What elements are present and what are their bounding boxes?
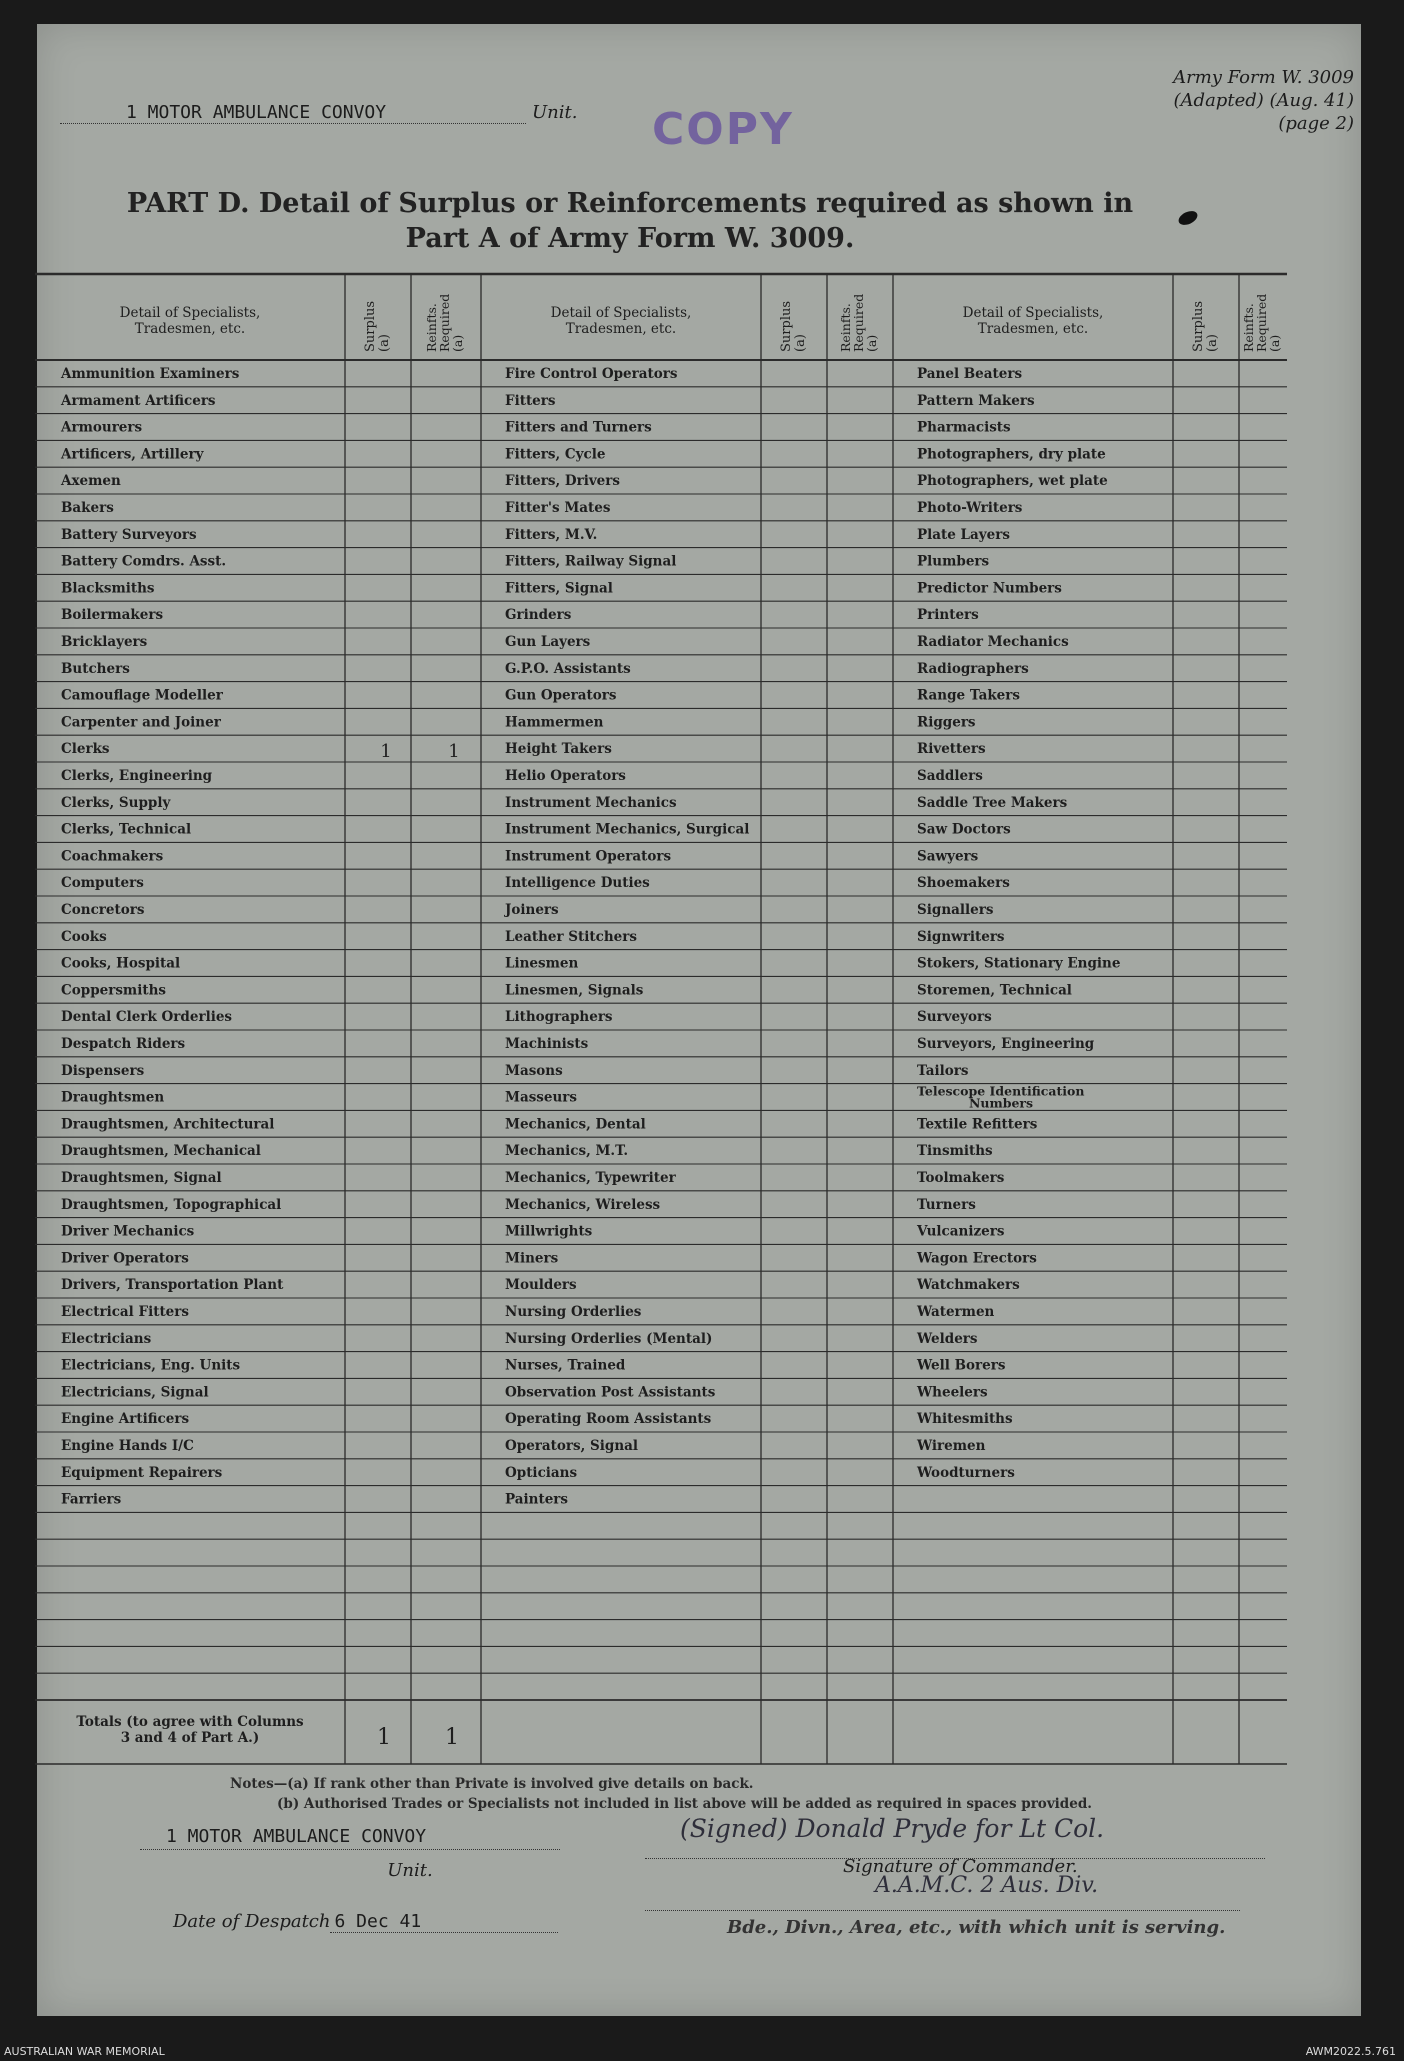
col-header-reinfts-line: Reinfts. <box>424 303 439 352</box>
list-item-label: Clerks, Supply <box>61 794 171 811</box>
col-header-reinfts-line: Required <box>437 293 452 352</box>
list-item-label: Watchmakers <box>917 1277 1020 1294</box>
list-item-label: Predictor Numbers <box>917 580 1062 597</box>
list-item-label: Intelligence Duties <box>505 875 650 892</box>
surplus-value: 1 <box>380 741 392 763</box>
list-item-label: Saddle Tree Makers <box>917 794 1068 811</box>
list-item-label: Clerks, Technical <box>61 821 192 838</box>
totals-reinfts-value: 1 <box>445 1725 459 1750</box>
list-item-label: Operators, Signal <box>505 1438 639 1454</box>
list-item-label: Well Borers <box>917 1357 1006 1374</box>
list-item-label: Gun Layers <box>505 634 591 650</box>
col-header-reinfts-line: (a) <box>1267 334 1282 352</box>
specialists-table <box>35 250 1325 1784</box>
list-item-label: Mechanics, Dental <box>505 1116 646 1133</box>
list-item-label: Draughtsmen, Signal <box>61 1170 222 1186</box>
list-item-label: Battery Comdrs. Asst. <box>61 553 227 570</box>
list-item-label: Fitters, M.V. <box>505 526 598 543</box>
list-item-label: Mechanics, Typewriter <box>505 1170 676 1186</box>
form-ref-line: (Adapted) (Aug. 41) <box>1173 90 1354 111</box>
list-item-label: Draughtsmen, Architectural <box>61 1116 275 1133</box>
list-item-label: Plumbers <box>917 553 990 570</box>
list-item-label: Vulcanizers <box>917 1223 1005 1240</box>
list-item-label: Masseurs <box>505 1089 578 1106</box>
list-item-label: Signallers <box>917 902 994 918</box>
list-item-label: Hammermen <box>505 714 604 731</box>
col-header-surplus-line: (a) <box>1205 334 1220 352</box>
list-item-label: Coachmakers <box>61 848 164 865</box>
list-item-label: Clerks <box>61 741 110 758</box>
list-item-label: Fitters, Railway Signal <box>505 553 677 570</box>
list-item-label: Blacksmiths <box>61 580 155 597</box>
reinfts-value: 1 <box>448 741 460 763</box>
list-item-label: Battery Surveyors <box>61 526 197 543</box>
list-item-label: Carpenter and Joiner <box>61 714 221 731</box>
date-value: 6 Dec 41 <box>330 1911 558 1933</box>
totals-surplus-value: 1 <box>377 1725 391 1750</box>
list-item-label: Electricians, Signal <box>61 1384 209 1401</box>
copy-stamp: COPY <box>652 104 794 155</box>
list-item-label: Linesmen <box>505 955 579 972</box>
list-item-label: Equipment Repairers <box>61 1464 223 1481</box>
list-item-label: Numbers <box>969 1095 1034 1111</box>
signature-handwritten: (Signed) Donald Pryde for Lt Col. <box>680 1814 1105 1843</box>
list-item-label: Electrical Fitters <box>61 1304 189 1320</box>
col-header-reinfts <box>424 294 465 352</box>
list-item-label: Concretors <box>61 902 145 918</box>
list-item-label: Printers <box>917 607 979 624</box>
list-item-label: Observation Post Assistants <box>505 1384 716 1401</box>
list-item-label: Moulders <box>505 1277 577 1294</box>
despatch-date-field <box>173 1911 558 1933</box>
list-item-label: Fitters <box>505 392 556 409</box>
footer-unit-value: 1 MOTOR AMBULANCE CONVOY <box>140 1826 560 1850</box>
list-item-label: Tinsmiths <box>917 1143 993 1160</box>
title-line: PART D. Detail of Surplus or Reinforcements required as shown in <box>126 188 1134 219</box>
archive-footer <box>0 2043 1404 2061</box>
list-item-label: Electricians <box>61 1330 152 1347</box>
archive-name: AUSTRALIAN WAR MEMORIAL <box>4 2045 165 2058</box>
list-item-label: Stokers, Stationary Engine <box>917 955 1121 972</box>
col-header-detail: Detail of Specialists, <box>550 305 692 321</box>
list-item-label: Boilermakers <box>61 607 164 624</box>
list-item-label: Ammunition Examiners <box>61 366 240 382</box>
col-header-detail: Tradesmen, etc. <box>977 321 1089 337</box>
list-item-label: Photographers, dry plate <box>917 446 1106 463</box>
list-item-label: Joiners <box>505 902 559 918</box>
list-item-label: Armament Artificers <box>61 392 216 409</box>
col-header-surplus-line: Surplus <box>779 300 794 352</box>
col-header-reinfts <box>838 294 879 352</box>
list-item-label: Machinists <box>505 1036 589 1052</box>
list-item-label: Engine Hands I/C <box>61 1438 194 1454</box>
list-item-label: Fitters, Cycle <box>505 446 606 463</box>
list-item-label: Saddlers <box>917 768 983 784</box>
col-header-surplus <box>1191 301 1220 352</box>
list-item-label: Cooks <box>61 928 107 945</box>
list-item-label: Panel Beaters <box>917 366 1023 382</box>
list-item-label: Shoemakers <box>917 875 1010 892</box>
list-item-label: Bakers <box>61 500 114 516</box>
list-item-label: Wiremen <box>917 1438 986 1454</box>
list-item-label: Signwriters <box>917 928 1005 945</box>
list-item-label: Welders <box>917 1330 978 1347</box>
list-item-label: Computers <box>61 875 144 892</box>
list-item-label: Coppersmiths <box>61 982 166 999</box>
list-item-label: Instrument Mechanics <box>505 794 677 811</box>
list-item-label: Helio Operators <box>505 768 626 784</box>
col-header-surplus-line: Surplus <box>1191 300 1206 352</box>
list-item-label: Turners <box>917 1196 976 1213</box>
list-item-label: Electricians, Eng. Units <box>61 1357 241 1374</box>
list-item-label: Millwrights <box>505 1223 593 1240</box>
list-item-label: Nursing Orderlies <box>505 1304 642 1320</box>
list-item-label: Draughtsmen, Topographical <box>61 1196 282 1213</box>
list-item-label: Riggers <box>917 714 976 731</box>
list-item-label: Gun Operators <box>505 687 617 704</box>
list-item-label: Surveyors <box>917 1009 992 1026</box>
list-item-label: Fitters, Drivers <box>505 473 620 490</box>
col-header-surplus-line: (a) <box>377 334 392 352</box>
list-item-label: Driver Operators <box>61 1250 189 1267</box>
list-item-label: Bricklayers <box>61 634 148 650</box>
unit-label: Unit. <box>532 102 578 123</box>
list-item-label: Drivers, Transportation Plant <box>61 1277 284 1294</box>
list-item-label: Dental Clerk Orderlies <box>61 1009 233 1026</box>
col-header-surplus-line: Surplus <box>363 300 378 352</box>
list-item-label: Lithographers <box>505 1009 613 1026</box>
list-item-label: Photo-Writers <box>917 500 1023 516</box>
list-item-label: Farriers <box>61 1491 122 1508</box>
list-item-label: Telescope Identification <box>917 1083 1085 1099</box>
table-grid <box>35 250 1325 1780</box>
list-item-label: Fitters and Turners <box>505 419 652 436</box>
form-ref-line: Army Form W. 3009 <box>1173 67 1354 88</box>
col-header-surplus <box>779 301 808 352</box>
list-item-label: Leather Stitchers <box>505 928 637 945</box>
list-item-label: Fire Control Operators <box>505 366 678 382</box>
footer-unit-field <box>140 1826 560 1881</box>
list-item-label: Plate Layers <box>917 526 1010 543</box>
list-item-label: Whitesmiths <box>917 1411 1013 1428</box>
list-item-label: Axemen <box>61 473 121 490</box>
list-item-label: Photographers, wet plate <box>917 473 1108 490</box>
list-item-label: Fitters, Signal <box>505 580 613 597</box>
list-item-label: Camouflage Modeller <box>61 687 223 704</box>
list-item-label: Range Takers <box>917 687 1020 704</box>
list-item-label: Watermen <box>917 1304 995 1320</box>
list-item-label: Toolmakers <box>917 1170 1005 1186</box>
list-item-label: Armourers <box>61 419 143 436</box>
list-item-label: Pattern Makers <box>917 392 1035 409</box>
list-item-label: Butchers <box>61 660 130 677</box>
list-item-label: Painters <box>505 1491 569 1508</box>
list-item-label: Clerks, Engineering <box>61 768 213 784</box>
title-line: Part A of Army Form W. 3009. <box>405 223 855 254</box>
list-item-label: Radiator Mechanics <box>917 634 1069 650</box>
list-item-label: Instrument Mechanics, Surgical <box>505 821 750 838</box>
list-item-label: Artificers, Artillery <box>61 446 204 463</box>
list-item-label: Despatch Riders <box>61 1036 186 1052</box>
list-item-label: Mechanics, Wireless <box>505 1196 661 1213</box>
list-item-label: Draughtsmen, Mechanical <box>61 1143 261 1160</box>
col-header-reinfts-line: Required <box>851 293 866 352</box>
list-item-label: Masons <box>505 1062 563 1079</box>
formation-line <box>645 1910 1240 1911</box>
col-header-reinfts-line: (a) <box>450 334 465 352</box>
formation-handwritten: A.A.M.C. 2 Aus. Div. <box>875 1873 1099 1898</box>
list-item-label: G.P.O. Assistants <box>505 660 631 677</box>
list-item-label: Instrument Operators <box>505 848 672 865</box>
list-item-label: Pharmacists <box>917 419 1011 436</box>
list-item-label: Grinders <box>505 607 572 624</box>
form-ref-line: (page 2) <box>1278 113 1354 134</box>
list-item-label: Draughtsmen <box>61 1089 165 1106</box>
list-item-label: Surveyors, Engineering <box>917 1036 1095 1052</box>
col-header-reinfts-line: Required <box>1254 293 1269 352</box>
list-item-label: Height Takers <box>505 741 612 758</box>
col-header-detail: Tradesmen, etc. <box>565 321 677 337</box>
list-item-label: Woodturners <box>917 1464 1015 1481</box>
list-item-label: Nurses, Trained <box>505 1357 626 1374</box>
date-label: Date of Despatch <box>173 1911 331 1932</box>
list-item-label: Wagon Erectors <box>917 1250 1037 1267</box>
form-reference <box>1173 66 1354 135</box>
list-item-label: Engine Artificers <box>61 1411 190 1428</box>
col-header-detail: Detail of Specialists, <box>962 305 1104 321</box>
list-item-label: Operating Room Assistants <box>505 1411 712 1428</box>
page-title <box>100 186 1160 256</box>
col-header-surplus-line: (a) <box>793 334 808 352</box>
totals-label: Totals (to agree with Columns <box>76 1714 304 1730</box>
list-item-label: Saw Doctors <box>917 821 1011 838</box>
list-item-label: Mechanics, M.T. <box>505 1143 629 1160</box>
list-item-label: Cooks, Hospital <box>61 955 181 972</box>
list-item-label: Nursing Orderlies (Mental) <box>505 1330 713 1347</box>
list-item-label: Dispensers <box>61 1062 145 1079</box>
list-item-label: Rivetters <box>917 741 986 758</box>
list-item-label: Opticians <box>505 1464 578 1481</box>
col-header-detail: Tradesmen, etc. <box>134 321 246 337</box>
list-item-label: Tailors <box>917 1062 969 1079</box>
unit-value: 1 MOTOR AMBULANCE CONVOY <box>60 102 526 124</box>
list-item-label: Textile Refitters <box>917 1116 1038 1133</box>
col-header-detail: Detail of Specialists, <box>119 305 261 321</box>
col-header-reinfts <box>1241 294 1282 352</box>
totals-label: 3 and 4 of Part A.) <box>120 1730 260 1746</box>
footer-unit-label: Unit. <box>387 1860 433 1881</box>
notes <box>230 1774 1092 1814</box>
col-header-reinfts-line: Reinfts. <box>838 303 853 352</box>
list-item-label: Linesmen, Signals <box>505 982 644 999</box>
col-header-reinfts-line: Reinfts. <box>1241 303 1256 352</box>
list-item-label: Miners <box>505 1250 559 1267</box>
col-header-reinfts-line: (a) <box>864 334 879 352</box>
list-item-label: Radiographers <box>917 660 1029 677</box>
list-item-label: Sawyers <box>917 848 979 865</box>
note-b: (b) Authorised Trades or Specialists not included in list above will be added as required in spaces provided. <box>277 1796 1092 1812</box>
list-item-label: Wheelers <box>917 1384 988 1401</box>
list-item-label: Fitter's Mates <box>505 500 611 516</box>
archive-id: AWM2022.5.761 <box>1305 2045 1396 2058</box>
formation-label: Bde., Divn., Area, etc., with which unit is serving. <box>727 1917 1226 1938</box>
list-item-label: Driver Mechanics <box>61 1223 195 1240</box>
list-item-label: Storemen, Technical <box>917 982 1072 999</box>
note-a: Notes—(a) If rank other than Private is involved give details on back. <box>230 1776 754 1792</box>
unit-field <box>60 102 580 124</box>
signature-label: Signature of Commander. <box>843 1856 1078 1877</box>
col-header-surplus <box>363 301 392 352</box>
